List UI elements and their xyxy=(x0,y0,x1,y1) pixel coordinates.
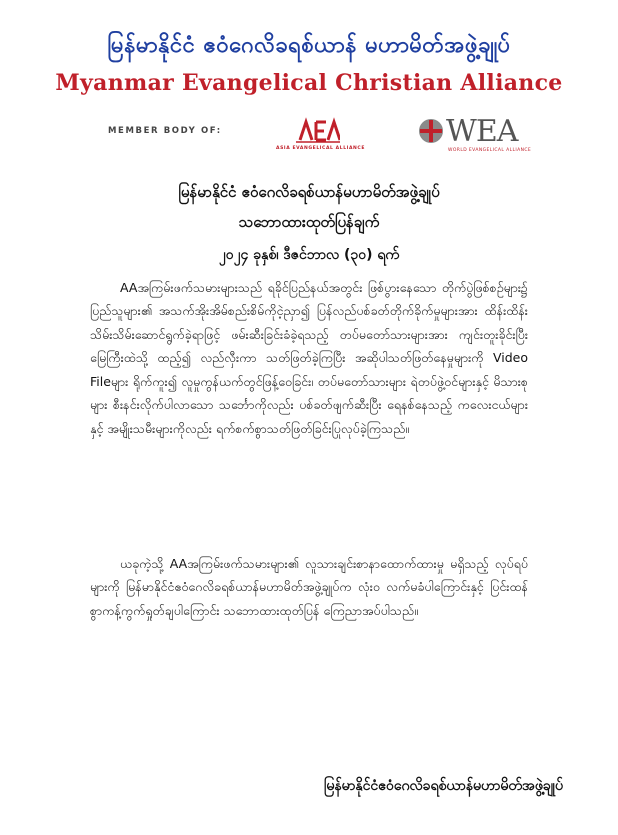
org-name-burmese: မြန်မာနိုင်ငံ ဧဝံဂေလိခရစ်ယာန် မဟာမိတ်အဖွဲ့ချုပ် xyxy=(107,32,511,58)
statement-title: သဘောထားထုတ်ပြန်ချက် xyxy=(238,213,380,231)
membership-logos xyxy=(0,110,618,170)
statement-paragraph-1: AAအကြမ်းဖက်သမားများသည် ရခိုင်ပြည်နယ်အတွင်း ဖြစ်ပွားနေသော တိုက်ပွဲဖြစ်စဉ်များ၌ ပြည်သူများ၏ အသက်အိုးအိမ်စည်းစိမ်ကိုငဲ့ညှာ၍ ပြန်လည်ပစ်ခတ်တိုက်ခိုက်မှုများအား ထိန်းထိန်းသိမ်းသိမ်းဆောင်ရွက်ခဲ့ရာဖြင့် ဖမ်းဆီးခြင်းခံခဲ့ရသည့် တပ်မတော်သားများအား ကျင်းတူးခိုင်းပြီးမြေကြီးထဲသို့ ထည့်၍ လည်လှီးကာ သတ်ဖြတ်ခဲ့ကြပြီး အဆိုပါသတ်ဖြတ်နေမှုများကို Video Fileများ ရိုက်ကူး၍ လူမှုကွန်ယက်တွင်ဖြန့်ဝေခြင်း၊ တပ်မတော်သားများ ရဲတပ်ဖွဲ့ဝင်များနှင့် မိသားစုများ စီးနင်းလိုက်ပါလာသော သင်္ဘောကိုလည်း ပစ်ခတ်ဖျက်ဆီးပြီး ရေနစ်နေသည့် ကလေးငယ်များနှင့် အမျိုးသမီးများကိုလည်း ရက်စက်စွာသတ်ဖြတ်ခြင်းပြုလုပ်ခဲ့ကြသည်။ xyxy=(90,279,528,436)
aea-name: ASIA EVANGELICAL ALLIANCE xyxy=(276,146,365,151)
statement-date: ၂၀၂၄ ခုနှစ်၊ ဒီဇင်ဘာလ (၃၀) ရက် xyxy=(218,247,400,263)
signature: မြန်မာနိုင်ငံဧဝံဂေလိခရစ်ယာန်မဟာမိတ်အဖွဲ့ချုပ် xyxy=(324,778,563,794)
wea-name: WEA xyxy=(446,114,518,149)
aea-logo xyxy=(276,116,380,160)
statement-org-title: မြန်မာနိုင်ငံ ဧဝံဂေလိခရစ်ယာန်မဟာမိတ်အဖွဲ့ချုပ် xyxy=(178,183,440,201)
wea-logo xyxy=(418,116,538,160)
member-body-label: MEMBER BODY OF: xyxy=(108,126,222,136)
org-name-english: Myanmar Evangelical Christian Alliance xyxy=(55,70,563,96)
aea-logo-icon xyxy=(296,116,340,144)
wea-globe-icon xyxy=(418,118,444,144)
statement-paragraph-2: ယခုကဲ့သို့ AAအကြမ်းဖက်သမားများ၏ လူသားချင်းစာနာထောက်ထားမှု မရှိသည့် လုပ်ရပ်များကို မြန်မာနိုင်ငံဧဝံဂေလိခရစ်ယာန်မဟာမိတ်အဖွဲ့ချုပ်က လုံးဝ လက်မခံပါကြောင်းနှင့် ပြင်းထန်စွာကန့်ကွက်ရှုတ်ချပါကြောင်း သဘောထားထုတ်ပြန် ကြေညာအပ်ပါသည်။ xyxy=(90,555,528,618)
wea-full-name: WORLD EVANGELICAL ALLIANCE xyxy=(448,148,532,153)
